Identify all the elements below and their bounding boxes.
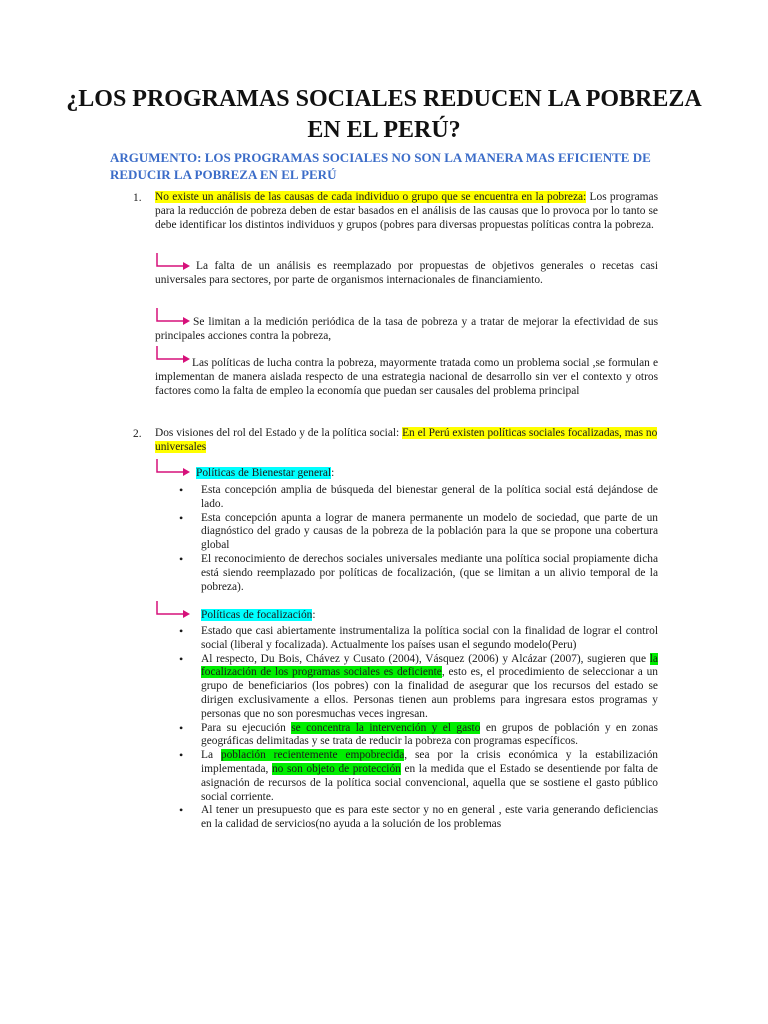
focalizacion-b4-post: en la medida que el Estado se desentiende por falta de asignación de recursos de la política social convencional, aquella que se sostiene el gasto público social corriente. [201,762,658,803]
focalizacion-b2-highlight: la focalización de los programas sociales es deficiente [201,652,658,679]
arrow-icon [155,458,193,476]
focalizacion-heading [201,609,501,623]
focalizacion-b4-highlight-2: no son objeto de protección [271,762,401,775]
focalizacion-heading-colon: : [312,609,316,621]
item-1-sub-1: La falta de un análisis es reemplazado por propuestas de objetivos generales o recetas casi universales para sectores, por parte de organismos internacionales de financiamiento. [155,260,658,286]
focalizacion-b4-highlight-1: población recientemente empobrecida [220,749,405,762]
list-item: • Esta concepción amplia de búsqueda del bienestar general de la política social está dejándose de lado. [177,484,658,512]
item-2-text: Dos visiones del rol del Estado y de la política social: [155,427,403,439]
list-item: • Al tener un presupuesto que es para este sector y no en general , este varia generando deficiencias en la calidad de servicios(no ayuda a la solución de los problemas [177,804,658,832]
focalizacion-b3-post: en grupos de población y en zonas geográficas delimitadas y se trata de reducir la pobreza con programas específicos. [201,721,658,748]
item-1-sub-2: Se limitan a la medición periódica de la tasa de pobreza y a tratar de mejorar la efectividad de sus principales acciones contra la pobreza, [155,316,658,342]
bienestar-heading [196,467,496,481]
page-title: ¿LOS PROGRAMAS SOCIALES REDUCEN LA POBREZA EN EL PERÚ? [66,86,702,143]
item-1-paragraph [155,191,658,232]
list-item: • Estado que casi abiertamente instrumentaliza la política social con la finalidad de lograr el control social (liberal y focalizada). Actualmente los países usan el segundo modelo(Peru) [177,625,658,653]
item-1-highlight: No existe un análisis de las causas de cada individuo o grupo que se encuentra en la pobreza: [155,191,587,203]
item-2-number: 2. [133,428,142,440]
focalizacion-list [177,625,658,832]
focalizacion-heading-label: Políticas de focalización [201,609,313,621]
focalizacion-b4-mid: , sea por la crisis económica y la estabilización implementada, [201,749,658,775]
bienestar-list [177,484,658,594]
list-item: • El reconocimiento de derechos sociales universales mediante una política social propiamente dicha está siendo reemplazado por políticas de focalización, (que se limitan a un alivio temporal de la pobreza). [177,553,658,594]
focalizacion-b2-pre: Al respecto, Du Bois, Chávez y Cusato (2004), Vásquez (2006) y Alcázar (2007), sugieren que [201,652,650,665]
arrow-icon [155,600,193,618]
focalizacion-b2-post: , esto es, el procedimiento de seleccionar a un grupo de beneficiarios (los pobres) con la finalidad de asegurar que los recursos del estado se dirigen exclusivamente a ellos. Personas tienen aun problems para ingresara estos programas y personas que no son poresmuchas veces ingresan. [201,666,658,720]
focalizacion-b3-pre: Para su ejecución [201,721,292,734]
item-2-highlight: En el Perú existen políticas sociales focalizadas, mas no universales [155,427,658,453]
bienestar-heading-prefix: Políticas de [196,467,252,479]
focalizacion-b4-pre: La [201,749,221,762]
bienestar-heading-label: Bienestar general [251,467,332,479]
item-1-text: Los programas para la reducción de pobreza deben de estar basados en el análisis de las causas que lo provoca por lo tanto se debe identificar los distintos individuos y grupos (pobres para diversas propuestas políticas contra la pobreza. [155,191,658,231]
list-item: • Esta concepción apunta a lograr de manera permanente un modelo de sociedad, que parte de un diagnóstico del grado y causas de la pobreza de la población para la que se propone una cobertura global [177,512,658,553]
argument-heading: ARGUMENTO: LOS PROGRAMAS SOCIALES NO SON LA MANERA MAS EFICIENTE DE REDUCIR LA POBREZA EN EL PERÚ [110,150,651,182]
item-1-sub-3: Las políticas de lucha contra la pobreza, mayormente tratada como un problema social ,se formulan e implementan de manera aislada respecto de una estrategia nacional de desarrollo sin ver el contexto y otros factores como la falta de empleo la economía que puedan ser causales del problema principal [155,357,658,397]
list-item [177,653,658,722]
focalizacion-b3-highlight: se concentra la intervención y el gasto [291,721,481,734]
list-item [177,749,658,804]
item-1-number: 1. [133,192,142,204]
item-2-paragraph [155,427,658,455]
list-item [177,722,658,750]
bienestar-heading-colon: : [331,467,335,479]
